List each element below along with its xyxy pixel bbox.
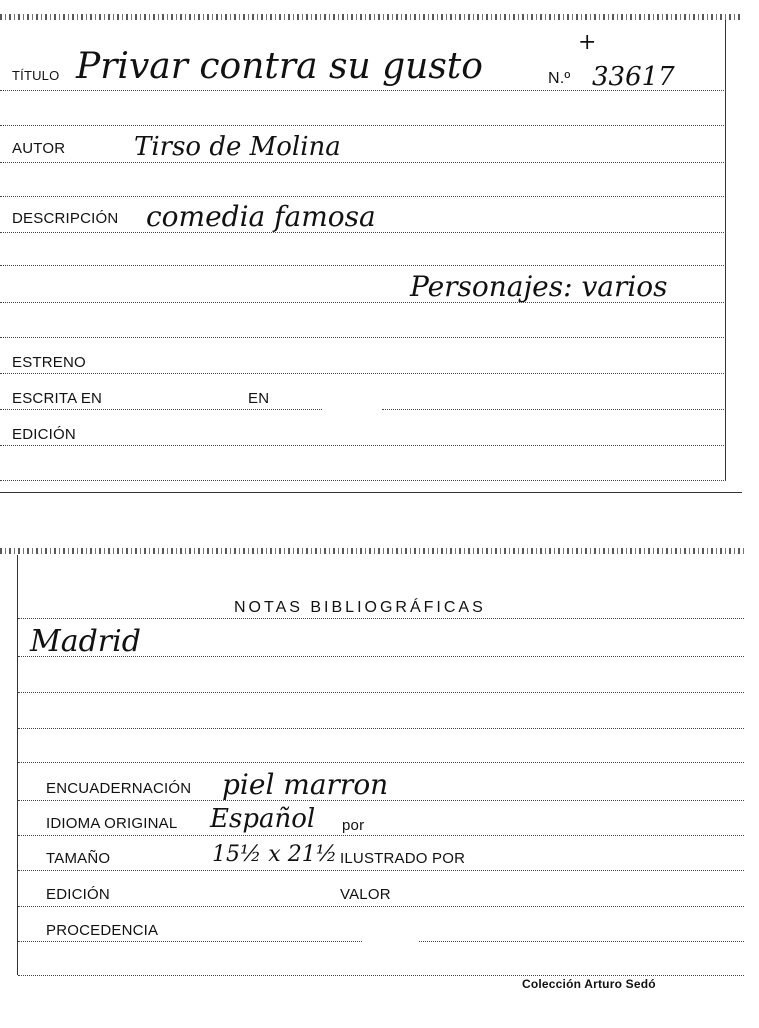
autor-value: Tirso de Molina xyxy=(134,132,341,162)
numero-value: 33617 xyxy=(592,62,675,92)
edicion-label-2: EDICIÓN xyxy=(46,886,110,903)
descripcion-line xyxy=(0,232,726,233)
edicion-line xyxy=(0,445,726,446)
numero-label: N.º xyxy=(548,70,571,87)
encuadernacion-value: piel marron xyxy=(222,768,389,801)
encuadernacion-label: ENCUADERNACIÓN xyxy=(46,780,192,797)
escrita-label: ESCRITA EN xyxy=(12,390,103,407)
encuadernacion-line xyxy=(18,800,744,801)
coleccion-label: Colección Arturo Sedó xyxy=(522,977,656,991)
blank-line-2 xyxy=(0,196,726,197)
edicion-label: EDICIÓN xyxy=(12,426,76,443)
notes-value: Madrid xyxy=(30,624,141,659)
descripcion-value: comedia famosa xyxy=(146,200,376,233)
personajes-line xyxy=(0,302,726,303)
autor-line xyxy=(0,162,726,163)
blank-line-1 xyxy=(0,125,726,126)
notes-blank-1 xyxy=(18,692,744,693)
idioma-line xyxy=(18,835,744,836)
valor-label: VALOR xyxy=(340,886,391,903)
edicion-line-2 xyxy=(18,906,744,907)
blank-line-4 xyxy=(0,337,726,338)
tamano-label: TAMAÑO xyxy=(46,850,111,867)
por-label: por xyxy=(342,817,365,834)
titulo-line xyxy=(0,90,726,91)
card-right-border xyxy=(725,20,726,480)
card-top-edge xyxy=(0,14,740,20)
numero-mark: + xyxy=(578,30,597,55)
erased-area xyxy=(362,912,418,970)
notes-blank-2 xyxy=(18,728,744,729)
notes-blank-3 xyxy=(18,762,744,763)
card-bottom-line xyxy=(18,975,744,976)
en-line xyxy=(382,409,726,410)
card-top-bottom-line xyxy=(0,480,726,481)
notas-heading: NOTAS BIBLIOGRÁFICAS xyxy=(234,599,486,616)
personajes-value: Personajes: varios xyxy=(410,270,668,303)
idioma-value: Español xyxy=(210,804,316,834)
escrita-line xyxy=(0,409,322,410)
en-label: EN xyxy=(248,390,270,407)
heading-line xyxy=(18,618,744,619)
card-separator xyxy=(0,492,742,493)
idioma-label: IDIOMA ORIGINAL xyxy=(46,815,178,832)
estreno-line xyxy=(0,373,726,374)
tamano-line xyxy=(18,870,744,871)
notes-line xyxy=(18,656,744,657)
estreno-label: ESTRENO xyxy=(12,354,86,371)
titulo-label: TÍTULO xyxy=(12,68,60,83)
ilustrado-label: ILUSTRADO POR xyxy=(340,850,466,867)
titulo-value: Privar contra su gusto xyxy=(76,46,483,87)
blank-line-3 xyxy=(0,265,726,266)
procedencia-label: PROCEDENCIA xyxy=(46,922,159,939)
tamano-value: 15½ x 21½ xyxy=(212,842,338,867)
autor-label: AUTOR xyxy=(12,140,66,157)
descripcion-label: DESCRIPCIÓN xyxy=(12,210,119,227)
card-bottom-edge xyxy=(0,548,745,554)
